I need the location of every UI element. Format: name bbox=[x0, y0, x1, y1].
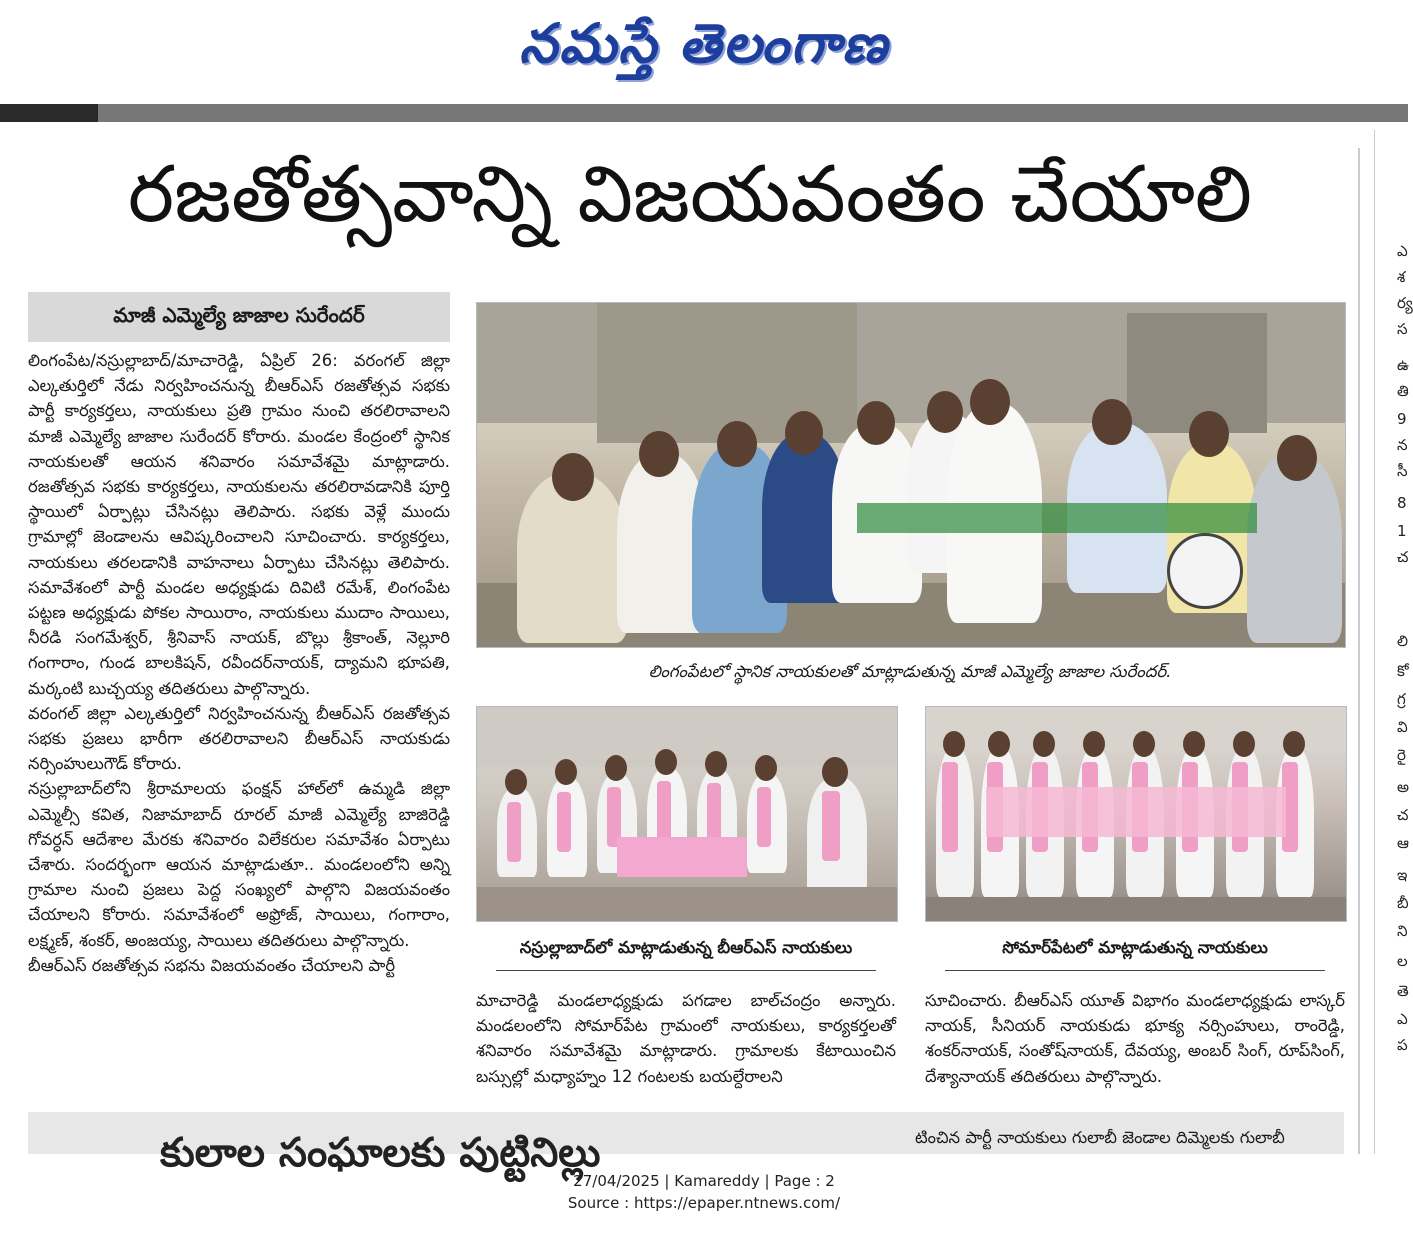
side-glyph: ఆ bbox=[1397, 834, 1409, 852]
side-glyph: అ bbox=[1397, 778, 1410, 796]
side-glyph: ఇ bbox=[1397, 866, 1408, 884]
next-article-headline: కులాల సంఘాలకు పుట్టినిల్లు bbox=[160, 1130, 601, 1176]
photo-left-caption: నస్రుల్లాబాద్‌లో మాట్లాడుతున్న బీఆర్ఎస్ నాయకులు bbox=[519, 938, 853, 957]
photo-nasrullabad-meeting bbox=[476, 706, 898, 922]
article-headline: రజతోత్సవాన్ని విజయవంతం చేయాలి bbox=[127, 150, 1253, 240]
header-rule bbox=[98, 104, 1408, 122]
side-glyph: 8 bbox=[1397, 494, 1407, 512]
paragraph: వరంగల్ జిల్లా ఎల్కతుర్తిలో నిర్వహించనున్న బీఆర్ఎస్ రజతోత్సవ సభకు ప్రజలు భారీగా తరలిరావాలని బీఆర్ఎస్ నాయకుడు నర్సింహులుగౌడ్ కోరారు. bbox=[28, 703, 450, 774]
masthead-logo: నమస్తే తెలంగాణ bbox=[519, 11, 889, 75]
side-glyph: శ bbox=[1397, 268, 1406, 286]
paragraph: నస్రుల్లాబాద్‌లోని శ్రీరామాలయ ఫంక్షన్ హాల్‌లో ఉమ్మడి జిల్లా ఎమ్మెల్సీ కవిత, నిజామాబాద్ రూరల్ మాజీ ఎమ్మెల్యే బాజిరెడ్డి గోవర్ధన్ ఆదేశాల మేరకు శనివారం విలేకరుల సమావేశం ఏర్పాటు చేశారు. సందర్భంగా ఆయన మాట్లాడుతూ.. మండలంలోని అన్ని గ్రామాల నుంచి ప్రజలు పెద్ద సంఖ్యలో పాల్గొని విజయవంతం చేయాలని కోరారు. సమావేశంలో అఫ్రోజ్, సాయిలు, గంగారాం, లక్ష్మణ్, శంకర్, అంజయ్య, సాయిలు తదితరులు పాల్గొన్నారు. bbox=[28, 779, 450, 950]
side-glyph: స bbox=[1397, 320, 1408, 338]
side-glyph: చ bbox=[1397, 806, 1409, 824]
article-byline: మాజీ ఎమ్మెల్యే జాజాల సురేందర్ bbox=[28, 292, 450, 342]
side-glyph: సీ bbox=[1397, 462, 1408, 480]
side-glyph: ని bbox=[1397, 922, 1408, 940]
side-glyph: ఎ bbox=[1397, 242, 1408, 260]
photo-main-meeting bbox=[476, 302, 1346, 648]
side-glyph: బీ bbox=[1397, 894, 1409, 912]
side-glyph: లి bbox=[1397, 632, 1408, 650]
side-glyph: ల bbox=[1397, 952, 1408, 970]
article-column-3: సూచించారు. బీఆర్ఎస్ యూత్ విభాగం మండలాధ్యక్షుడు లాస్కర్ నాయక్, సీనియర్ నాయకుడు భూక్య నర్సింహులు, రాంరెడ్డి, శంకర్‌నాయక్, సంతోష్‌నాయక్, దేవయ్య, అంబర్ సింగ్, రూప్‌సింగ్, దేశ్యానాయక్ తదితరులు పాల్గొన్నారు. bbox=[925, 991, 1345, 1086]
footer-date-line: 27/04/2025 | Kamareddy | Page : 2 bbox=[573, 1172, 835, 1190]
side-glyph: 1 bbox=[1397, 522, 1407, 540]
side-glyph: వి bbox=[1397, 718, 1408, 736]
caption-rule bbox=[496, 970, 876, 971]
side-glyph: కో bbox=[1397, 662, 1409, 680]
side-glyph: ప bbox=[1397, 1036, 1408, 1054]
footer-source-link[interactable]: Source : https://epaper.ntnews.com/ bbox=[567, 1194, 841, 1212]
side-glyph: 9 bbox=[1397, 410, 1407, 428]
side-glyph: రై bbox=[1397, 746, 1406, 764]
side-glyph: చ bbox=[1397, 548, 1409, 566]
side-glyph: తె bbox=[1397, 982, 1409, 1000]
article-column-2: మాచారెడ్డి మండలాధ్యక్షుడు పగడాల బాల్‌చంద్రం అన్నారు. మండలంలోని సోమార్‌పేట గ్రామంలో నాయకులు, కార్యకర్తలతో శనివారం సమావేశమై మాట్లాడారు. గ్రామాలకు కేటాయించిన బస్సుల్లో మధ్యాహ్నం 12 గంటలకు బయల్దేరాలని bbox=[476, 991, 896, 1086]
paragraph: లింగంపేట/నస్రుల్లాబాద్/మాచారెడ్డి, ఏప్రిల్ 26: వరంగల్ జిల్లా ఎల్కతుర్తిలో నేడు నిర్వహించనున్న బీఆర్ఎస్ రజతోత్సవ సభకు పార్టీ కార్యకర్తలు, నాయకులు ప్రతి గ్రామం నుంచి తరలిరావాలని మాజీ ఎమ్మెల్యే జాజాల సురేందర్ కోరారు. మండల కేంద్రంలో స్థానిక నాయకులతో ఆయన శనివారం సమావేశమై మాట్లాడారు. రజతోత్సవ సభకు కార్యకర్తలు, నాయకులను తరలిరావడానికి పూర్తి స్థాయిలో ఏర్పాట్లు చేసినట్లు తెలిపారు. సభకు వెళ్లే ముందు గ్రామాల్లో జెండాలను ఆవిష్కరించాలని సూచించారు. కార్యకర్తలు, నాయకులు తరలడానికి వాహనాలు ఏర్పాటు చేసినట్లు తెలిపారు. సమావేశంలో పార్టీ మండల అధ్యక్షుడు దివిటి రమేశ్, లింగంపేట పట్టణ అధ్యక్షుడు పోకల సాయిరాం, నాయకులు ముదాం సాయిలు, నీరడి సంగమేశ్వర్, శ్రీనివాస్ నాయక్, బొల్లు శ్రీకాంత్, నెల్లూరి గంగారాం, గుండ బాలకిషన్, రవీందర్‌నాయక్, ద్యామని భూపతి, మర్కంటి బుచ్చయ్య తదితరులు పాల్గొన్నారు. bbox=[28, 351, 450, 698]
next-article-text: టించిన పార్టీ నాయకులు గులాబీ జెండాల దిమ్మెలకు గులాబీ bbox=[915, 1128, 1285, 1147]
header-rule-dark bbox=[0, 104, 98, 122]
photo-right-caption: సోమార్‌పేటలో మాట్లాడుతున్న నాయకులు bbox=[1002, 938, 1268, 957]
side-glyph: న bbox=[1397, 436, 1408, 454]
side-glyph: గ్ర bbox=[1397, 690, 1406, 708]
side-glyph: ర్య bbox=[1397, 294, 1413, 312]
photo-somarpet-meeting bbox=[925, 706, 1347, 922]
source-footer bbox=[0, 1170, 1408, 1214]
masthead bbox=[0, 0, 1408, 100]
side-glyph: ఎ bbox=[1397, 1010, 1408, 1028]
adjacent-column-strip bbox=[1374, 130, 1413, 1154]
side-glyph: తి bbox=[1397, 382, 1409, 400]
photo-main-caption: లింగంపేటలో స్థానిక నాయకులతో మాట్లాడుతున్న మాజీ ఎమ్మెల్యే జాజాల సురేందర్. bbox=[648, 662, 1172, 681]
caption-rule bbox=[945, 970, 1325, 971]
paragraph: బీఆర్ఎస్ రజతోత్సవ సభను విజయవంతం చేయాలని పార్టీ bbox=[28, 955, 396, 975]
article-column-1 bbox=[28, 348, 450, 1103]
side-glyph: ఉ bbox=[1397, 356, 1409, 374]
